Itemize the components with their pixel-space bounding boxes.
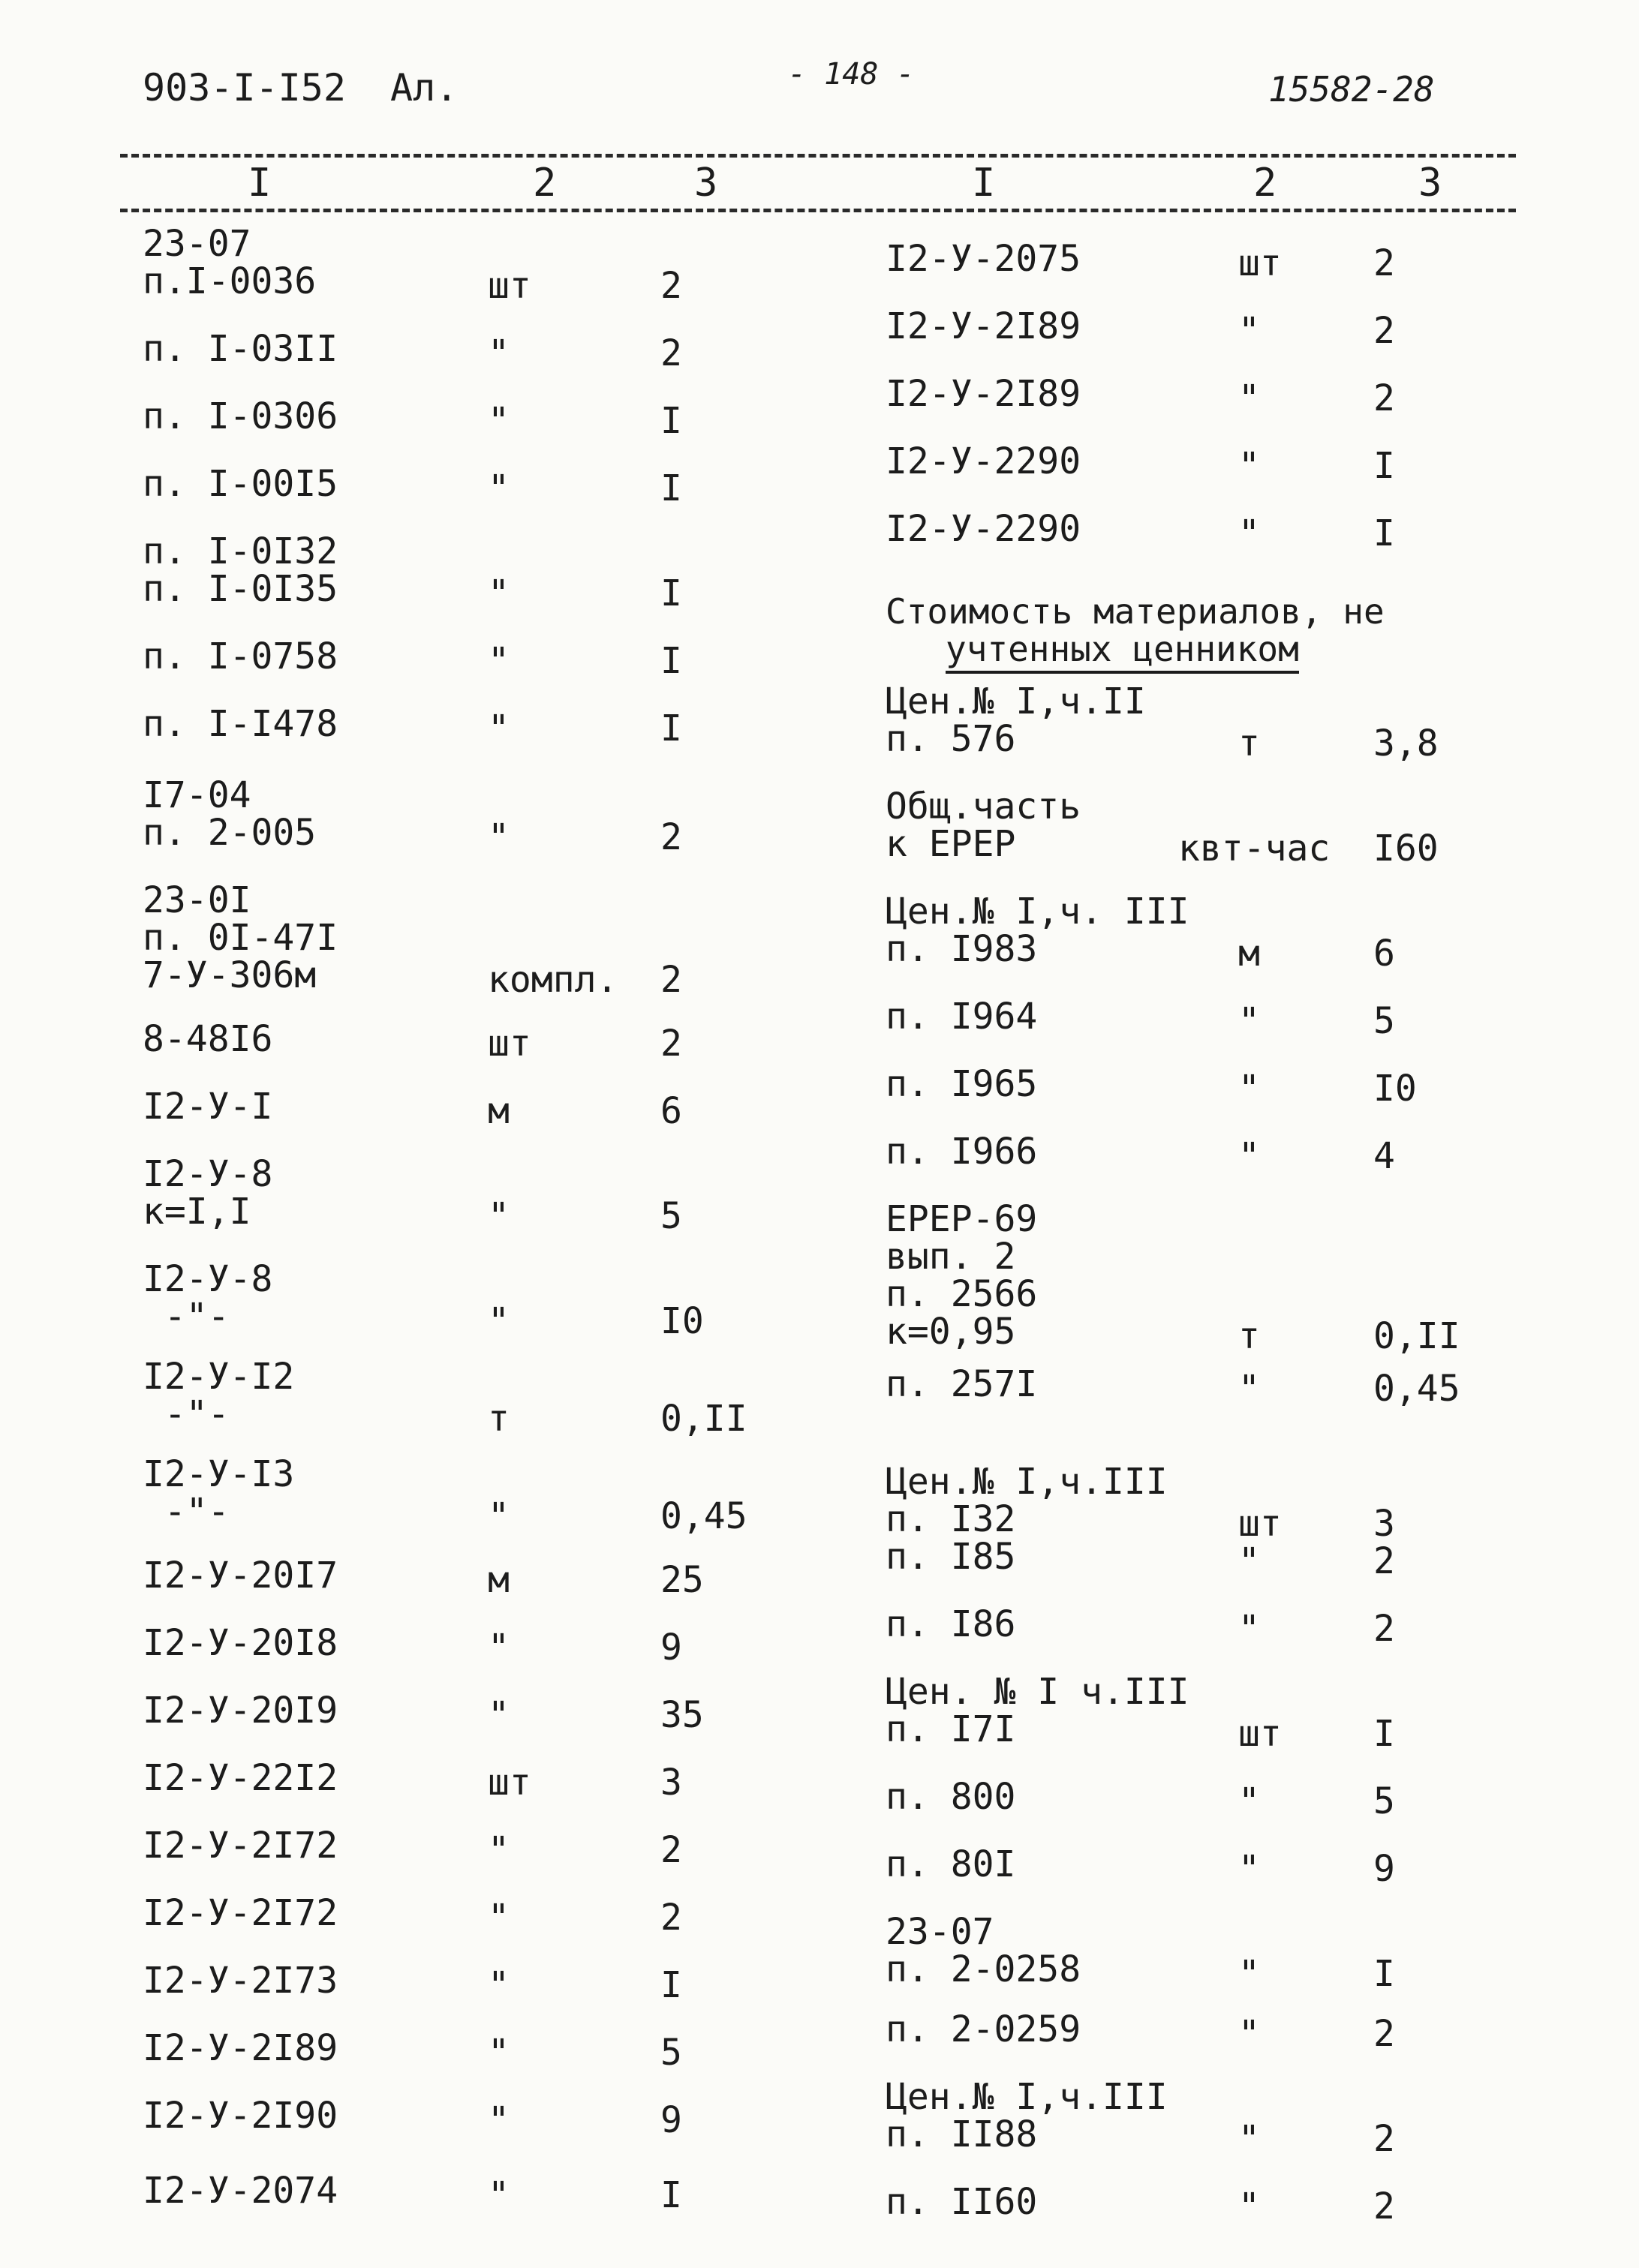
- table-row: [886, 1671, 1395, 1755]
- table-row: [886, 1536, 1395, 1582]
- item-reference: I2-У-2I89: [143, 2027, 338, 2069]
- quantity-cell: 5: [1373, 1000, 1395, 1042]
- unit-cell: м: [488, 1559, 510, 1601]
- unit-cell: ": [488, 1964, 510, 2006]
- unit-cell: ": [488, 1829, 510, 1871]
- item-reference: I2-У-2I89: [886, 305, 1081, 347]
- quantity-cell: 0,II: [660, 1398, 747, 1440]
- section-heading-line2: учтенных ценником: [946, 629, 1299, 674]
- unit-cell: ": [1238, 310, 1260, 352]
- quantity-cell: 4: [1373, 1135, 1395, 1177]
- table-row: [886, 2181, 1395, 2227]
- item-reference: ЕРЕР-69 вып. 2 п. 2566 к=0,95: [886, 1198, 1038, 1353]
- item-reference: I2-У-20I8: [143, 1622, 338, 1664]
- quantity-cell: 9: [1373, 1848, 1395, 1890]
- quantity-cell: 2: [1373, 310, 1395, 352]
- quantity-cell: 9: [660, 1627, 682, 1669]
- quantity-cell: 25: [660, 1559, 704, 1601]
- quantity-cell: 2: [660, 265, 682, 307]
- unit-cell: ": [1238, 512, 1260, 554]
- quantity-cell: 2: [660, 1897, 682, 1939]
- unit-cell: ": [1238, 2118, 1260, 2160]
- table-row: [886, 440, 1395, 487]
- quantity-cell: 5: [660, 2032, 682, 2074]
- quantity-cell: 2: [660, 816, 682, 858]
- quantity-cell: 2: [660, 959, 682, 1001]
- item-reference: п. I964: [886, 996, 1038, 1038]
- quantity-cell: 2: [660, 332, 682, 374]
- item-reference: Цен.№ I,ч.II п. 576: [886, 680, 1146, 760]
- table-row: [143, 395, 682, 442]
- unit-cell: ": [1238, 1953, 1260, 1995]
- quantity-cell: 35: [660, 1694, 704, 1736]
- unit-cell: ": [488, 1627, 510, 1669]
- table-row: [143, 2170, 682, 2216]
- item-reference: I2-У-8 к=I,I: [143, 1153, 273, 1233]
- quantity-cell: I: [660, 572, 682, 614]
- quantity-cell: 2: [1373, 1608, 1395, 1650]
- item-reference: п. I-03II: [143, 328, 338, 370]
- table-row: [143, 1153, 682, 1237]
- quantity-cell: I: [660, 1964, 682, 2006]
- quantity-cell: I60: [1373, 828, 1439, 870]
- item-reference: п. 2-0259: [886, 2008, 1081, 2050]
- unit-cell: ": [1238, 2185, 1260, 2227]
- table-row: [143, 774, 682, 858]
- table-row: [886, 305, 1395, 352]
- table-row: [886, 1363, 1460, 1410]
- item-reference: Цен.№ I,ч.III п. I32: [886, 1461, 1168, 1540]
- unit-cell: ": [488, 2174, 510, 2216]
- item-reference: I7-04 п. 2-005: [143, 774, 317, 854]
- item-reference: 23-07 п. 2-0258: [886, 1911, 1081, 1990]
- section-heading: [886, 593, 1385, 668]
- item-reference: I2-У-8 -"-: [143, 1258, 273, 1338]
- table-row: [143, 530, 682, 614]
- quantity-cell: I: [1373, 445, 1395, 487]
- quantity-cell: 6: [1373, 933, 1395, 975]
- quantity-cell: I: [1373, 1713, 1395, 1755]
- table-row: [886, 891, 1395, 975]
- table-row: [143, 879, 682, 1001]
- unit-cell: ": [488, 640, 510, 682]
- item-reference: п. I-0I32 п. I-0I35: [143, 530, 338, 610]
- unit-cell: ": [488, 2032, 510, 2074]
- unit-cell: ": [1238, 1540, 1260, 1582]
- item-reference: п. II60: [886, 2181, 1038, 2223]
- table-row: [143, 1018, 682, 1065]
- column-header: 2: [1253, 161, 1277, 206]
- table-row: [143, 1453, 747, 1537]
- table-row: [143, 1622, 682, 1669]
- quantity-cell: 2: [1373, 242, 1395, 284]
- item-reference: I2-У-2290: [886, 440, 1081, 482]
- unit-cell: т: [488, 1398, 510, 1440]
- section-heading-line1: Стоимость материалов, не: [886, 591, 1385, 632]
- table-row: [143, 1690, 704, 1736]
- unit-cell: ": [488, 816, 510, 858]
- unit-cell: ": [1238, 1135, 1260, 1177]
- unit-cell: ": [1238, 445, 1260, 487]
- document-number: 15582-28: [1268, 69, 1435, 110]
- table-row: [143, 223, 682, 307]
- item-reference: п. I-0306: [143, 395, 338, 437]
- column-header: 2: [533, 161, 557, 206]
- table-row: [143, 703, 682, 749]
- item-reference: Цен. № I ч.III п. I7I: [886, 1671, 1189, 1750]
- column-header: I: [248, 161, 272, 206]
- quantity-cell: 3: [660, 1762, 682, 1804]
- table-row: [886, 1603, 1395, 1650]
- unit-cell: т: [1238, 1315, 1260, 1357]
- item-reference: п. I-00I5: [143, 463, 338, 505]
- item-reference: 8-48I6: [143, 1018, 273, 1060]
- item-reference: I2-У-2075: [886, 238, 1081, 280]
- quantity-cell: 5: [1373, 1780, 1395, 1822]
- quantity-cell: I: [1373, 512, 1395, 554]
- item-reference: п. I966: [886, 1131, 1038, 1173]
- item-reference: п. I965: [886, 1063, 1038, 1105]
- unit-cell: квт-час: [1178, 828, 1331, 870]
- table-row: [143, 2095, 682, 2141]
- item-reference: I2-У-I: [143, 1086, 273, 1128]
- unit-cell: шт: [1238, 242, 1282, 284]
- item-reference: I2-У-20I7: [143, 1555, 338, 1597]
- sheet-label: Ал.: [390, 66, 459, 110]
- quantity-cell: 0,II: [1373, 1315, 1460, 1357]
- column-header: 3: [1418, 161, 1442, 206]
- item-reference: I2-У-2I72: [143, 1892, 338, 1934]
- item-reference: I2-У-I3 -"-: [143, 1453, 295, 1533]
- table-row: [886, 373, 1395, 419]
- unit-cell: ": [488, 467, 510, 509]
- table-row: [886, 1461, 1395, 1545]
- unit-cell: ": [1238, 377, 1260, 419]
- quantity-cell: I0: [660, 1300, 704, 1342]
- unit-cell: шт: [488, 265, 531, 307]
- table-row: [886, 2008, 1395, 2055]
- quantity-cell: I: [1373, 1953, 1395, 1995]
- item-reference: п. 80I: [886, 1843, 1016, 1885]
- table-row: [886, 786, 1439, 870]
- table-row: [886, 2076, 1395, 2160]
- item-reference: I2-У-20I9: [143, 1690, 338, 1732]
- unit-cell: ": [1238, 1000, 1260, 1042]
- unit-cell: м: [1238, 933, 1260, 975]
- item-reference: Общ.часть к ЕРЕР: [886, 786, 1081, 865]
- quantity-cell: 6: [660, 1090, 682, 1132]
- quantity-cell: I0: [1373, 1068, 1417, 1110]
- project-code: 903-I-I52: [143, 66, 346, 110]
- quantity-cell: 2: [660, 1829, 682, 1871]
- item-reference: п. I-0758: [143, 635, 338, 677]
- unit-cell: шт: [488, 1023, 531, 1065]
- quantity-cell: I: [660, 400, 682, 442]
- table-row: [143, 1258, 704, 1342]
- quantity-cell: 3,8: [1373, 722, 1439, 765]
- item-reference: I2-У-2I72: [143, 1825, 338, 1867]
- unit-cell: ": [1238, 1608, 1260, 1650]
- table-top-rule: [120, 154, 1516, 158]
- quantity-cell: 2: [660, 1023, 682, 1065]
- item-reference: 23-0I п. 0I-47I 7-У-306м: [143, 879, 338, 996]
- table-row: [143, 1555, 704, 1601]
- table-row: [143, 1356, 747, 1440]
- table-row: [143, 328, 682, 374]
- unit-cell: шт: [488, 1762, 531, 1804]
- unit-cell: ": [1238, 2013, 1260, 2055]
- unit-cell: ": [488, 1300, 510, 1342]
- table-row: [143, 1757, 682, 1804]
- quantity-cell: 3: [1373, 1503, 1395, 1545]
- table-row: [886, 1131, 1395, 1177]
- quantity-cell: 2: [1373, 2013, 1395, 2055]
- table-row: [886, 1063, 1417, 1110]
- item-reference: I2-У-2074: [143, 2170, 338, 2212]
- item-reference: I2-У-2290: [886, 508, 1081, 550]
- item-reference: п. I85: [886, 1536, 1016, 1578]
- item-reference: I2-У-22I2: [143, 1757, 338, 1799]
- unit-cell: ": [488, 332, 510, 374]
- table-row: [143, 2027, 682, 2074]
- unit-cell: компл.: [488, 959, 618, 1001]
- quantity-cell: 2: [1373, 377, 1395, 419]
- quantity-cell: I: [660, 640, 682, 682]
- item-reference: I2-У-2I89: [886, 373, 1081, 415]
- unit-cell: ": [488, 572, 510, 614]
- table-row: [886, 1198, 1460, 1357]
- table-row: [143, 1825, 682, 1871]
- quantity-cell: 0,45: [1373, 1368, 1460, 1410]
- table-row: [886, 1776, 1395, 1822]
- quantity-cell: 2: [1373, 1540, 1395, 1582]
- table-row: [886, 996, 1395, 1042]
- table-row: [886, 1843, 1395, 1890]
- table-header-rule: [120, 209, 1516, 212]
- quantity-cell: 2: [1373, 2185, 1395, 2227]
- unit-cell: ": [488, 400, 510, 442]
- item-reference: п. I86: [886, 1603, 1016, 1645]
- item-reference: п. 800: [886, 1776, 1016, 1818]
- item-reference: п. 257I: [886, 1363, 1038, 1405]
- item-reference: п. I-I478: [143, 703, 338, 745]
- unit-cell: ": [488, 2099, 510, 2141]
- item-reference: Цен.№ I,ч.III п. II88: [886, 2076, 1168, 2155]
- table-row: [886, 508, 1395, 554]
- quantity-cell: I: [660, 467, 682, 509]
- unit-cell: ": [1238, 1068, 1260, 1110]
- table-row: [886, 238, 1395, 284]
- quantity-cell: 0,45: [660, 1495, 747, 1537]
- unit-cell: ": [488, 1195, 510, 1237]
- item-reference: I2-У-2I73: [143, 1960, 338, 2002]
- unit-cell: ": [1238, 1848, 1260, 1890]
- unit-cell: ": [1238, 1368, 1260, 1410]
- quantity-cell: 9: [660, 2099, 682, 2141]
- column-header: I: [972, 161, 996, 206]
- unit-cell: т: [1238, 722, 1260, 765]
- column-header: 3: [694, 161, 718, 206]
- table-row: [886, 680, 1439, 765]
- unit-cell: шт: [1238, 1503, 1282, 1545]
- table-row: [143, 1086, 682, 1132]
- unit-cell: ": [1238, 1780, 1260, 1822]
- unit-cell: шт: [1238, 1713, 1282, 1755]
- unit-cell: ": [488, 1694, 510, 1736]
- table-row: [143, 1892, 682, 1939]
- unit-cell: м: [488, 1090, 510, 1132]
- quantity-cell: 5: [660, 1195, 682, 1237]
- page-number: - 148 -: [788, 57, 915, 92]
- quantity-cell: I: [660, 707, 682, 749]
- quantity-cell: 2: [1373, 2118, 1395, 2160]
- unit-cell: ": [488, 707, 510, 749]
- item-reference: I2-У-2I90: [143, 2095, 338, 2137]
- item-reference: Цен.№ I,ч. III п. I983: [886, 891, 1189, 970]
- unit-cell: ": [488, 1897, 510, 1939]
- quantity-cell: I: [660, 2174, 682, 2216]
- item-reference: I2-У-I2 -"-: [143, 1356, 295, 1435]
- table-row: [143, 635, 682, 682]
- table-row: [886, 1911, 1395, 1995]
- unit-cell: ": [488, 1495, 510, 1537]
- table-row: [143, 1960, 682, 2006]
- item-reference: 23-07 п.I-0036: [143, 223, 317, 302]
- table-row: [143, 463, 682, 509]
